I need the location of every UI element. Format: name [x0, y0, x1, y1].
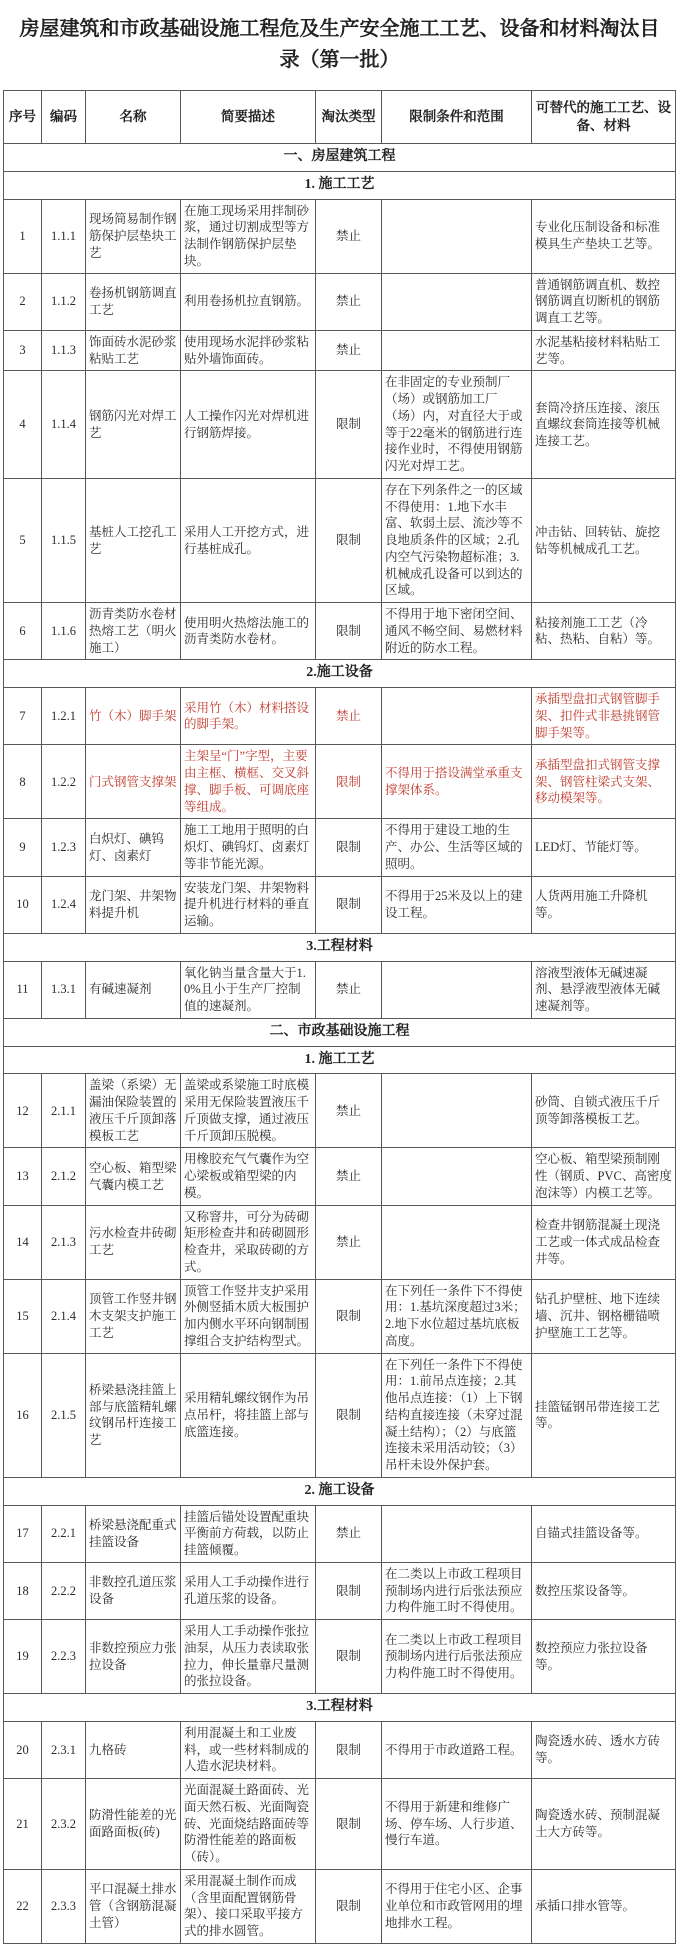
- cell-no: 20: [4, 1721, 42, 1778]
- cell-alt: 砂筒、自锁式液压千斤顶等卸落模板工艺。: [532, 1074, 676, 1148]
- cell-name: 现场简易制作钢筋保护层垫块工艺: [86, 199, 181, 273]
- subsection-header: 1. 施工工艺: [4, 1046, 676, 1074]
- table-row: [4, 1074, 676, 1148]
- cell-desc: 人工操作闪光对焊机进行钢筋焊接。: [181, 371, 316, 479]
- cell-type: 限制: [316, 819, 382, 876]
- table-row: [4, 1869, 676, 1943]
- cell-type: 禁止: [316, 1205, 382, 1279]
- cell-desc: 利用卷扬机拉直钢筋。: [181, 273, 316, 330]
- cell-no: 15: [4, 1279, 42, 1353]
- table-row: [4, 819, 676, 876]
- table-row: [4, 1505, 676, 1562]
- column-header-code: 编码: [42, 91, 86, 144]
- subsection-header: 1. 施工工艺: [4, 171, 676, 199]
- cell-name: 桥梁悬浇挂篮上部与底篮精轧螺纹钢吊杆连接工艺: [86, 1353, 181, 1477]
- cell-type: 限制: [316, 478, 382, 602]
- cell-type: 限制: [316, 371, 382, 479]
- cell-alt: 溶液型液体无碱速凝剂、悬浮液型液体无碱速凝剂等。: [532, 961, 676, 1018]
- cell-code: 2.3.2: [42, 1779, 86, 1870]
- subsection-header: 2.施工设备: [4, 660, 676, 688]
- cell-code: 2.2.1: [42, 1505, 86, 1562]
- column-header-restriction: 限制条件和范围: [382, 91, 532, 144]
- cell-name: 防滑性能差的光面路面板(砖): [86, 1779, 181, 1870]
- subsection-header: 3.工程材料: [4, 1694, 676, 1722]
- cell-alt: 数控预应力张拉设备等。: [532, 1620, 676, 1694]
- cell-alt: 自锚式挂篮设备等。: [532, 1505, 676, 1562]
- cell-type: 禁止: [316, 1505, 382, 1562]
- cell-no: 10: [4, 876, 42, 933]
- cell-code: 2.1.3: [42, 1205, 86, 1279]
- cell-name: 钢筋闪光对焊工艺: [86, 371, 181, 479]
- cell-desc: 采用人工手动操作张拉油泵，从压力表读取张拉力，伸长量靠尺量测的张拉设备。: [181, 1620, 316, 1694]
- subsection-header: 2. 施工设备: [4, 1477, 676, 1505]
- cell-desc: 采用人工手动操作进行孔道压浆的设备。: [181, 1562, 316, 1619]
- cell-alt: 陶瓷透水砖、透水方砖等。: [532, 1721, 676, 1778]
- table-row: [4, 1353, 676, 1477]
- cell-type: 限制: [316, 1721, 382, 1778]
- cell-code: 2.1.4: [42, 1279, 86, 1353]
- table-row: [4, 961, 676, 1018]
- cell-restriction: 不得用于市政道路工程。: [382, 1721, 532, 1778]
- cell-restriction: 不得用于25米及以上的建设工程。: [382, 876, 532, 933]
- section-header: 二、市政基础设施工程: [4, 1018, 676, 1046]
- cell-no: 6: [4, 603, 42, 660]
- column-header-type: 淘汰类型: [316, 91, 382, 144]
- cell-type: 限制: [316, 603, 382, 660]
- section-header-row: [4, 144, 676, 172]
- cell-no: 18: [4, 1562, 42, 1619]
- cell-alt: 钻孔护壁桩、地下连续墙、沉井、钢格栅锚喷护壁施工工艺等。: [532, 1279, 676, 1353]
- cell-type: 禁止: [316, 1148, 382, 1205]
- cell-name: 盖梁（系梁）无漏油保险装置的液压千斤顶卸落模板工艺: [86, 1074, 181, 1148]
- cell-alt: 专业化压制设备和标准模具生产垫块工艺等。: [532, 199, 676, 273]
- column-header-name: 名称: [86, 91, 181, 144]
- cell-name: 非数控孔道压浆设备: [86, 1562, 181, 1619]
- cell-name: 顶管工作竖井钢木支架支护施工工艺: [86, 1279, 181, 1353]
- table-row: [4, 1779, 676, 1870]
- cell-code: 1.2.4: [42, 876, 86, 933]
- cell-restriction: 存在下列条件之一的区域不得使用：1.地下水丰富、软弱土层、流沙等不良地质条件的区域；2.孔内空气污染物超标准；3.机械成孔设备可以到达的区域。: [382, 478, 532, 602]
- table-row: [4, 688, 676, 745]
- cell-no: 13: [4, 1148, 42, 1205]
- cell-no: 16: [4, 1353, 42, 1477]
- cell-code: 1.3.1: [42, 961, 86, 1018]
- cell-name: 平口混凝土排水管（含钢筋混凝土管）: [86, 1869, 181, 1943]
- cell-alt: 数控压浆设备等。: [532, 1562, 676, 1619]
- cell-alt: 承插型盘扣式钢管支撑架、钢管柱梁式支架、移动模架等。: [532, 745, 676, 819]
- cell-desc: 使用明火热熔法施工的沥青类防水卷材。: [181, 603, 316, 660]
- cell-restriction: [382, 688, 532, 745]
- cell-desc: 采用竹（木）材料搭设的脚手架。: [181, 688, 316, 745]
- subsection-header-row: [4, 933, 676, 961]
- subsection-header-row: [4, 660, 676, 688]
- cell-alt: 粘接剂施工工艺（冷粘、热粘、自粘）等。: [532, 603, 676, 660]
- cell-restriction: [382, 1074, 532, 1148]
- cell-type: 限制: [316, 1620, 382, 1694]
- cell-restriction: 在非固定的专业预制厂（场）或钢筋加工厂（场）内，对直径大于或等于22毫米的钢筋进行连接作业时，不得使用钢筋闪光对焊工艺。: [382, 371, 532, 479]
- cell-no: 21: [4, 1779, 42, 1870]
- cell-restriction: [382, 1205, 532, 1279]
- section-header: 一、房屋建筑工程: [4, 144, 676, 172]
- column-header-alternative: 可替代的施工工艺、设备、材料: [532, 91, 676, 144]
- cell-no: 4: [4, 371, 42, 479]
- cell-no: 8: [4, 745, 42, 819]
- cell-alt: 检查井钢筋混凝土现浇工艺或一体式成品检查井等。: [532, 1205, 676, 1279]
- catalog-table-body: [4, 144, 676, 1944]
- cell-type: 禁止: [316, 199, 382, 273]
- cell-restriction: 在二类以上市政工程项目预制场内进行后张法预应力构件施工时不得使用。: [382, 1562, 532, 1619]
- cell-desc: 采用混凝土制作而成（含里面配置钢筋骨架）、接口采取平接方式的排水圆管。: [181, 1869, 316, 1943]
- cell-restriction: 不得用于建设工地的生产、办公、生活等区域的照明。: [382, 819, 532, 876]
- subsection-header-row: [4, 1694, 676, 1722]
- cell-restriction: 在下列任一条件下不得使用：1.前吊点连接；2.其他吊点连接：（1）上下钢结构直接连接（未穿过混凝土结构）；（2）与底篮连接未采用活动铰；（3）吊杆未设外保护套。: [382, 1353, 532, 1477]
- cell-restriction: 不得用于住宅小区、企事业单位和市政管网用的埋地排水工程。: [382, 1869, 532, 1943]
- cell-type: 禁止: [316, 330, 382, 371]
- cell-desc: 挂篮后锚处设置配重块平衡前方荷载，以防止挂篮倾覆。: [181, 1505, 316, 1562]
- cell-no: 3: [4, 330, 42, 371]
- cell-desc: 盖梁或系梁施工时底模采用无保险装置液压千斤顶做支撑，通过液压千斤顶卸压脱模。: [181, 1074, 316, 1148]
- table-row: [4, 1620, 676, 1694]
- cell-name: 桥梁悬浇配重式挂篮设备: [86, 1505, 181, 1562]
- cell-desc: 利用混凝土和工业废料，或一些材料制成的人造水泥块材料。: [181, 1721, 316, 1778]
- cell-desc: 又称窨井，可分为砖砌矩形检查井和砖砌圆形检查井，采取砖砌的方式。: [181, 1205, 316, 1279]
- cell-restriction: [382, 1505, 532, 1562]
- cell-restriction: 不得用于搭设满堂承重支撑架体系。: [382, 745, 532, 819]
- cell-type: 限制: [316, 876, 382, 933]
- cell-no: 9: [4, 819, 42, 876]
- cell-code: 1.2.3: [42, 819, 86, 876]
- cell-type: 限制: [316, 1869, 382, 1943]
- cell-code: 1.2.2: [42, 745, 86, 819]
- cell-restriction: [382, 961, 532, 1018]
- cell-name: 竹（木）脚手架: [86, 688, 181, 745]
- cell-name: 九格砖: [86, 1721, 181, 1778]
- table-row: [4, 1279, 676, 1353]
- cell-alt: 套筒冷挤压连接、滚压直螺纹套筒连接等机械连接工艺。: [532, 371, 676, 479]
- cell-name: 沥青类防水卷材热熔工艺（明火施工）: [86, 603, 181, 660]
- cell-code: 2.2.3: [42, 1620, 86, 1694]
- cell-name: 卷扬机钢筋调直工艺: [86, 273, 181, 330]
- cell-no: 19: [4, 1620, 42, 1694]
- cell-desc: 采用精轧螺纹钢作为吊点吊杆，将挂篮上部与底篮连接。: [181, 1353, 316, 1477]
- cell-desc: 用橡胶充气气囊作为空心梁板或箱型梁的内模。: [181, 1148, 316, 1205]
- cell-no: 1: [4, 199, 42, 273]
- cell-alt: 陶瓷透水砖、预制混凝土大方砖等。: [532, 1779, 676, 1870]
- cell-code: 1.1.5: [42, 478, 86, 602]
- subsection-header-row: [4, 171, 676, 199]
- cell-no: 17: [4, 1505, 42, 1562]
- cell-code: 1.1.2: [42, 273, 86, 330]
- cell-type: 禁止: [316, 273, 382, 330]
- cell-type: 限制: [316, 1562, 382, 1619]
- cell-alt: 水泥基粘接材料粘贴工艺等。: [532, 330, 676, 371]
- cell-desc: 主架呈“门”字型，主要由主框、横框、交叉斜撑、脚手板、可调底座等组成。: [181, 745, 316, 819]
- cell-restriction: 不得用于地下密闭空间、通风不畅空间、易燃材料附近的防水工程。: [382, 603, 532, 660]
- cell-restriction: 在下列任一条件下不得使用：1.基坑深度超过3米；2.地下水位超过基坑底板高度。: [382, 1279, 532, 1353]
- subsection-header: 3.工程材料: [4, 933, 676, 961]
- cell-type: 限制: [316, 745, 382, 819]
- cell-name: 基桩人工挖孔工艺: [86, 478, 181, 602]
- cell-code: 2.3.3: [42, 1869, 86, 1943]
- cell-code: 1.1.1: [42, 199, 86, 273]
- subsection-header-row: [4, 1046, 676, 1074]
- cell-name: 门式钢管支撑架: [86, 745, 181, 819]
- cell-alt: 承插口排水管等。: [532, 1869, 676, 1943]
- cell-name: 污水检查井砖砌工艺: [86, 1205, 181, 1279]
- table-header: [4, 91, 676, 144]
- cell-type: 禁止: [316, 961, 382, 1018]
- table-row: [4, 478, 676, 602]
- table-row: [4, 745, 676, 819]
- cell-restriction: 在二类以上市政工程项目预制场内进行后张法预应力构件施工时不得使用。: [382, 1620, 532, 1694]
- cell-alt: 挂篮锰钢吊带连接工艺等。: [532, 1353, 676, 1477]
- table-row: [4, 1721, 676, 1778]
- cell-name: 空心板、箱型梁气囊内模工艺: [86, 1148, 181, 1205]
- cell-alt: LED灯、节能灯等。: [532, 819, 676, 876]
- table-row: [4, 371, 676, 479]
- cell-code: 1.2.1: [42, 688, 86, 745]
- cell-alt: 冲击钻、回转钻、旋挖钻等机械成孔工艺。: [532, 478, 676, 602]
- cell-no: 2: [4, 273, 42, 330]
- cell-alt: 承插型盘扣式钢管脚手架、扣件式非悬挑钢管脚手架等。: [532, 688, 676, 745]
- header-row: [4, 91, 676, 144]
- cell-type: 限制: [316, 1779, 382, 1870]
- cell-alt: 空心板、箱型梁预制刚性（钢质、PVC、高密度泡沫等）内模工艺等。: [532, 1148, 676, 1205]
- table-row: [4, 330, 676, 371]
- cell-type: 限制: [316, 1353, 382, 1477]
- cell-desc: 氧化钠当量含量大于1.0%且小于生产厂控制值的速凝剂。: [181, 961, 316, 1018]
- cell-no: 5: [4, 478, 42, 602]
- cell-desc: 施工工地用于照明的白炽灯、碘钨灯、卤素灯等非节能光源。: [181, 819, 316, 876]
- cell-no: 11: [4, 961, 42, 1018]
- cell-name: 白炽灯、碘钨灯、卤素灯: [86, 819, 181, 876]
- cell-no: 14: [4, 1205, 42, 1279]
- cell-desc: 安装龙门架、井架物料提升机进行材料的垂直运输。: [181, 876, 316, 933]
- cell-code: 1.1.3: [42, 330, 86, 371]
- cell-no: 7: [4, 688, 42, 745]
- cell-name: 龙门架、井架物料提升机: [86, 876, 181, 933]
- cell-restriction: 不得用于新建和维修广场、停车场、人行步道、慢行车道。: [382, 1779, 532, 1870]
- elimination-catalog-table: [3, 90, 676, 1944]
- table-row: [4, 199, 676, 273]
- table-row: [4, 603, 676, 660]
- cell-type: 禁止: [316, 688, 382, 745]
- page-title: 房屋建筑和市政基础设施工程危及生产安全施工工艺、设备和材料淘汰目录（第一批）: [19, 18, 660, 71]
- column-header-no: 序号: [4, 91, 42, 144]
- table-row: [4, 1205, 676, 1279]
- table-row: [4, 1562, 676, 1619]
- cell-no: 12: [4, 1074, 42, 1148]
- cell-name: 饰面砖水泥砂浆粘贴工艺: [86, 330, 181, 371]
- cell-restriction: [382, 273, 532, 330]
- cell-code: 2.1.5: [42, 1353, 86, 1477]
- cell-restriction: [382, 330, 532, 371]
- cell-alt: 普通钢筋调直机、数控钢筋调直切断机的钢筋调直工艺等。: [532, 273, 676, 330]
- cell-desc: 顶管工作竖井支护采用外侧竖插木质大板围护加内侧水平环向钢制围撑组合支护结构型式。: [181, 1279, 316, 1353]
- cell-restriction: [382, 199, 532, 273]
- column-header-description: 简要描述: [181, 91, 316, 144]
- table-row: [4, 273, 676, 330]
- subsection-header-row: [4, 1477, 676, 1505]
- cell-code: 1.1.6: [42, 603, 86, 660]
- cell-type: 限制: [316, 1279, 382, 1353]
- cell-code: 1.1.4: [42, 371, 86, 479]
- cell-code: 2.3.1: [42, 1721, 86, 1778]
- table-row: [4, 1148, 676, 1205]
- cell-name: 有碱速凝剂: [86, 961, 181, 1018]
- cell-desc: 光面混凝土路面砖、光面天然石板、光面陶瓷砖、光面烧结路面砖等防滑性能差的路面板（砖）。: [181, 1779, 316, 1870]
- cell-desc: 使用现场水泥拌砂浆粘贴外墙饰面砖。: [181, 330, 316, 371]
- cell-type: 禁止: [316, 1074, 382, 1148]
- cell-no: 22: [4, 1869, 42, 1943]
- section-header-row: [4, 1018, 676, 1046]
- cell-alt: 人货两用施工升降机等。: [532, 876, 676, 933]
- cell-name: 非数控预应力张拉设备: [86, 1620, 181, 1694]
- cell-code: 2.1.2: [42, 1148, 86, 1205]
- cell-desc: 采用人工开挖方式，进行基桩成孔。: [181, 478, 316, 602]
- cell-code: 2.1.1: [42, 1074, 86, 1148]
- cell-restriction: [382, 1148, 532, 1205]
- cell-code: 2.2.2: [42, 1562, 86, 1619]
- cell-desc: 在施工现场采用拌制砂浆，通过切割成型等方法制作钢筋保护层垫块。: [181, 199, 316, 273]
- table-row: [4, 876, 676, 933]
